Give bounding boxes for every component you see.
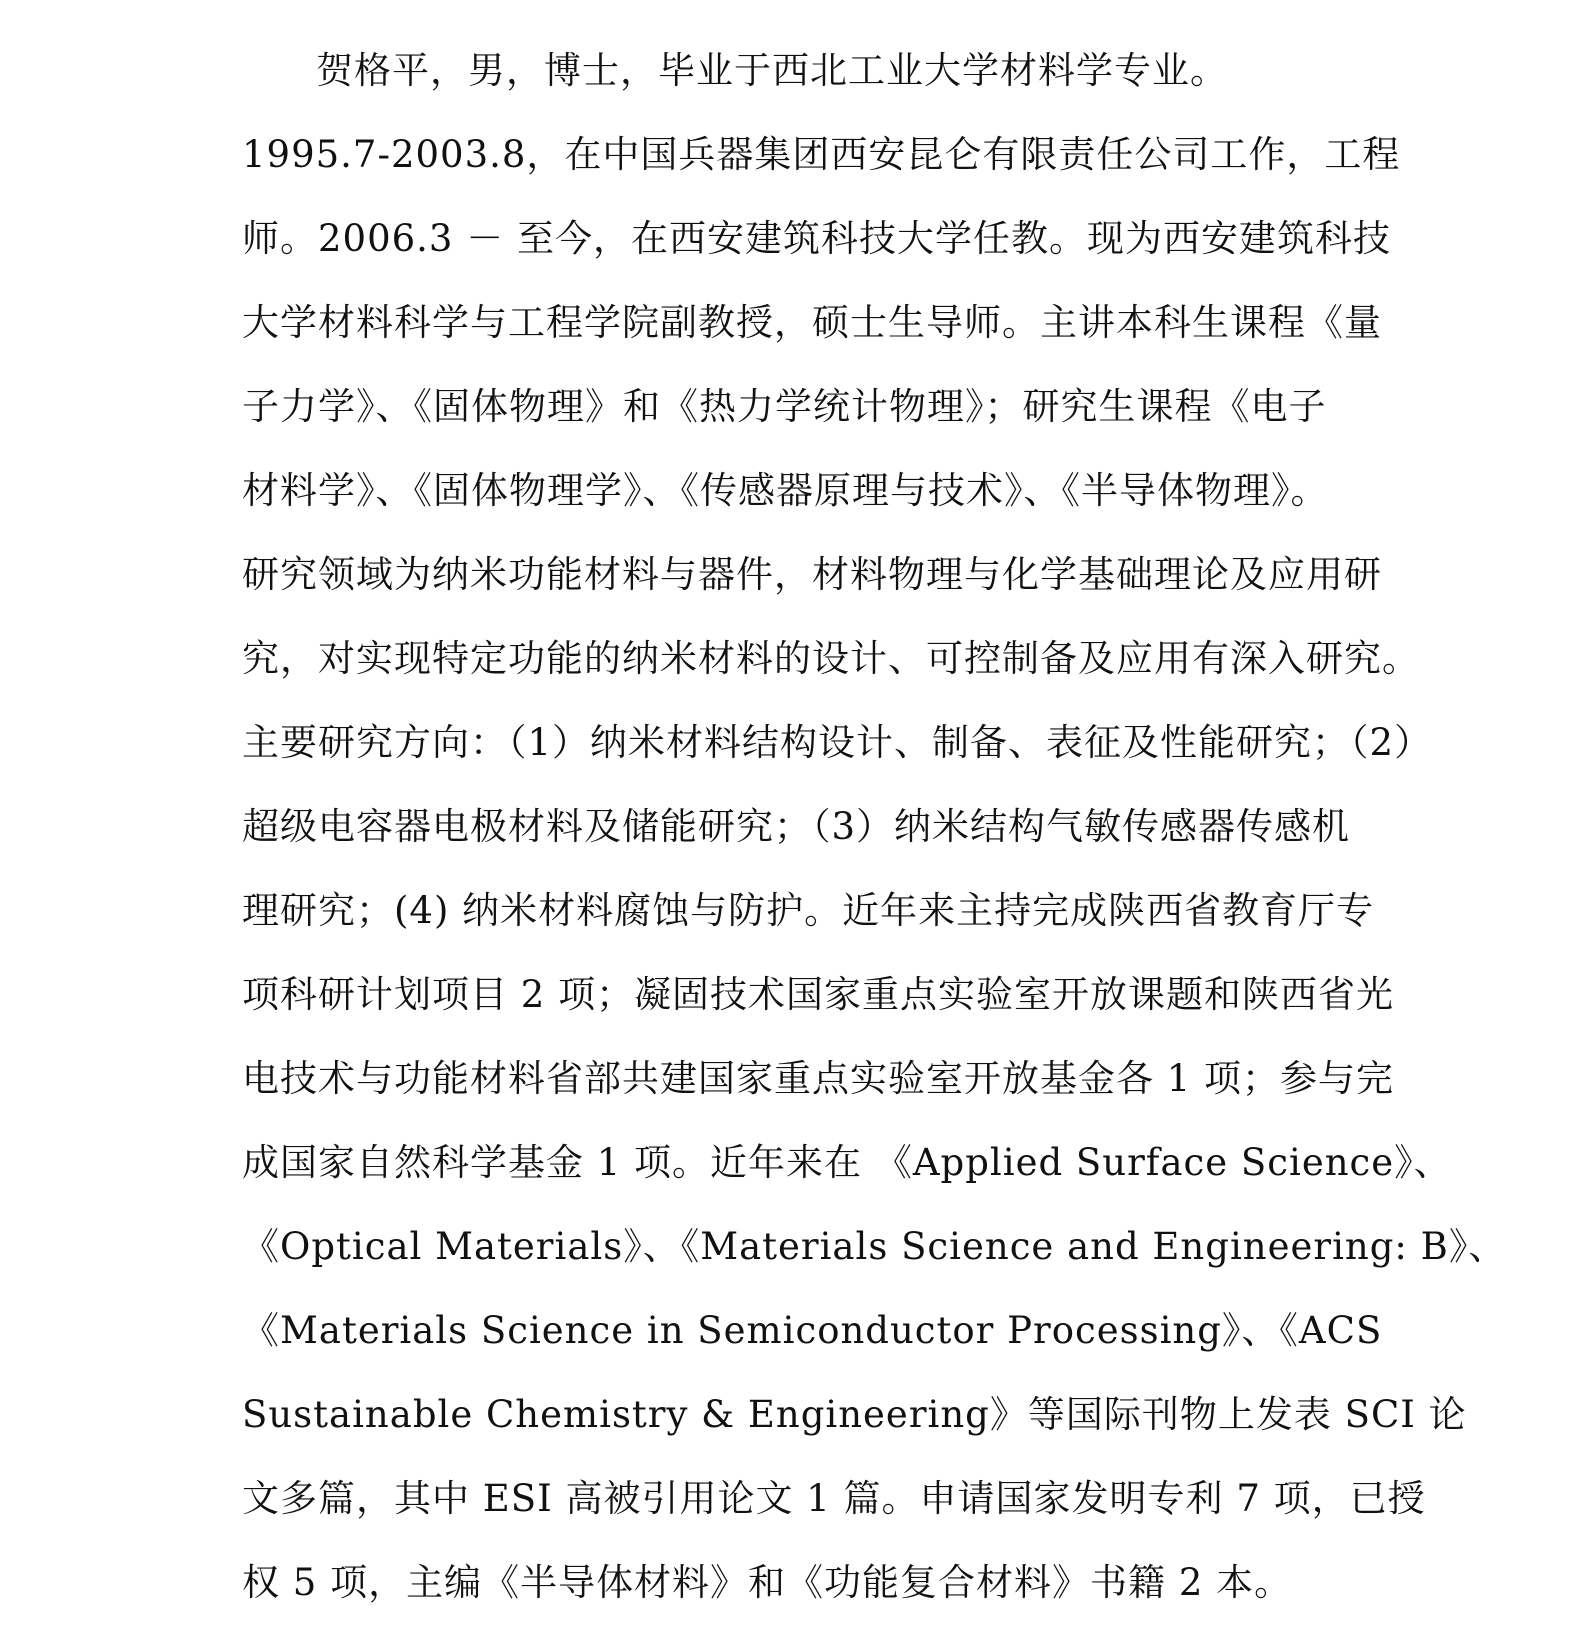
text-line: 大学材料科学与工程学院副教授，硕士生导师。主讲本科生课程《量 (242, 301, 1382, 344)
text-line: 子力学》、《固体物理》和《热力学统计物理》；研究生课程《电子 (242, 385, 1327, 428)
text-line: 1995.7-2003.8，在中国兵器集团西安昆仑有限责任公司工作，工程 (242, 133, 1401, 176)
text-line: 成国家自然科学基金 1 项。近年来在 《Applied Surface Science》、 (242, 1141, 1452, 1184)
biography-paragraph (242, 40, 1507, 1636)
text-line: 材料学》、《固体物理学》、《传感器原理与技术》、《半导体物理》。 (242, 469, 1329, 512)
text-line: 文多篇，其中 ESI 高被引用论文 1 篇。申请国家发明专利 7 项，已授 (242, 1477, 1426, 1520)
text-line: 研究领域为纳米功能材料与器件，材料物理与化学基础理论及应用研 (242, 553, 1382, 596)
text-line: 超级电容器电极材料及储能研究；（3）纳米结构气敏传感器传感机 (242, 805, 1351, 848)
text-line: 贺格平，男，博士，毕业于西北工业大学材料学专业。 (316, 49, 1228, 92)
text-line: 师。2006.3 － 至今，在西安建筑科技大学任教。现为西安建筑科技 (242, 217, 1391, 260)
text-line: 权 5 项，主编《半导体材料》和《功能复合材料》书籍 2 本。 (242, 1561, 1293, 1604)
text-line: 《Materials Science in Semiconductor Processing》、《ACS (242, 1309, 1383, 1352)
text-line: 《Optical Materials》、《Materials Science and Engineering: B》、 (242, 1225, 1507, 1268)
text-line: 主要研究方向：（1）纳米材料结构设计、制备、表征及性能研究；（2） (242, 721, 1433, 764)
text-line: 理研究；(4) 纳米材料腐蚀与防护。近年来主持完成陕西省教育厅专 (242, 889, 1375, 932)
text-line: 究，对实现特定功能的纳米材料的设计、可控制备及应用有深入研究。 (242, 637, 1420, 680)
text-line: Sustainable Chemistry & Engineering》等国际刊物上发表 SCI 论 (242, 1393, 1467, 1436)
text-line: 项科研计划项目 2 项；凝固技术国家重点实验室开放课题和陕西省光 (242, 973, 1395, 1016)
text-line: 电技术与功能材料省部共建国家重点实验室开放基金各 1 项；参与完 (242, 1057, 1395, 1100)
